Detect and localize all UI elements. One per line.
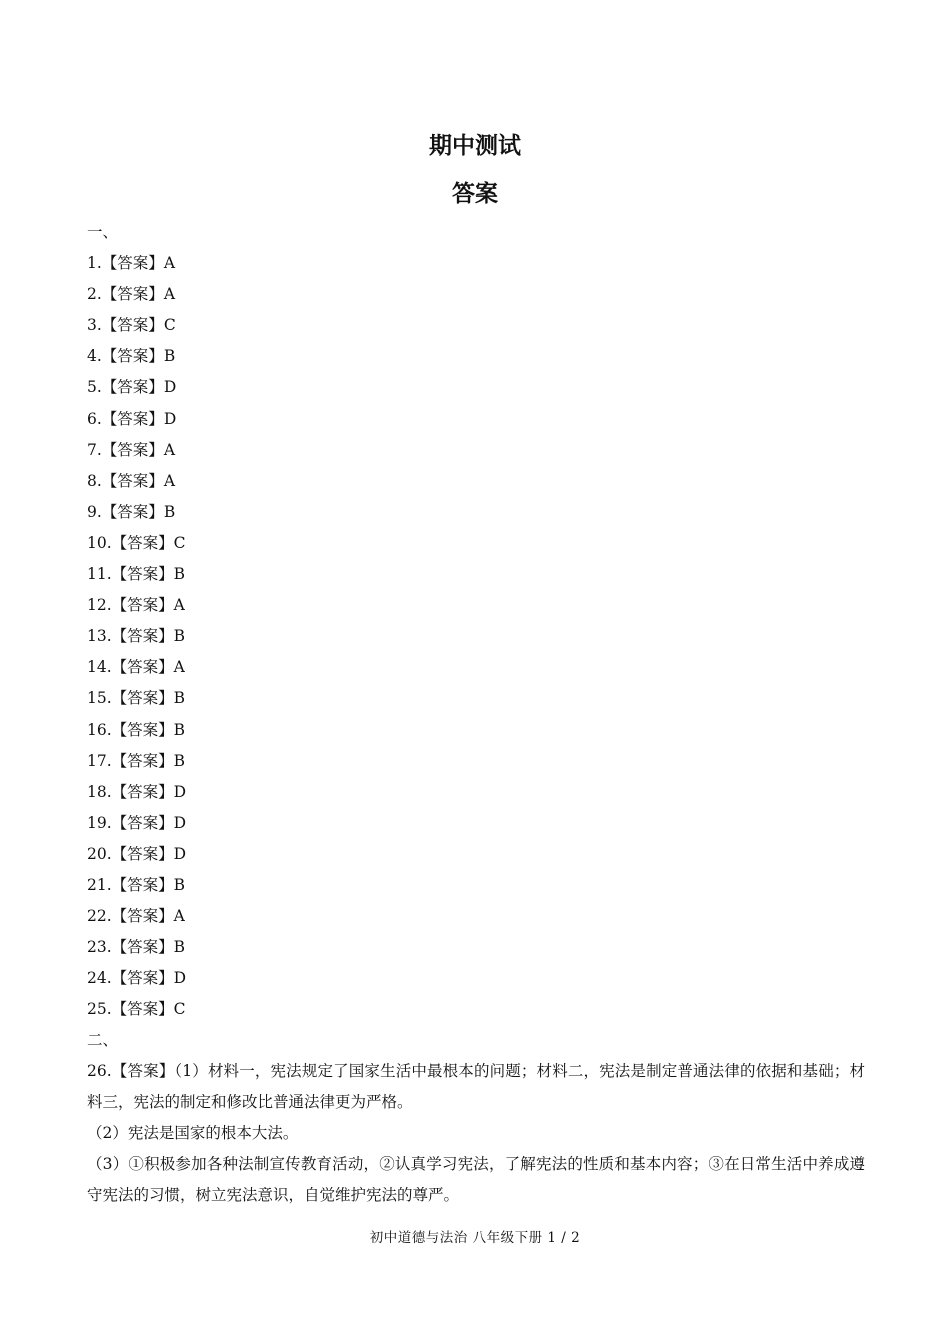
answer-choice: D — [163, 409, 177, 428]
answer-item — [87, 720, 185, 740]
answer-number: 11. — [87, 565, 112, 583]
answer-choice: B — [173, 876, 186, 894]
answer-number: 9. — [87, 502, 102, 521]
answer-choice: C — [173, 1000, 186, 1019]
answer-tag: 【答案】 — [111, 876, 174, 894]
answer-item — [87, 657, 185, 677]
answer-choice: B — [173, 720, 186, 739]
answer-choice: D — [173, 813, 187, 832]
answer-number: 22. — [87, 907, 112, 926]
answer-number: 15. — [87, 689, 112, 708]
answer-tag: 【答案】 — [111, 938, 174, 957]
answer-item — [87, 502, 175, 522]
section-one-label: 一、 — [87, 223, 119, 241]
answer-tag: 【答案】 — [111, 1000, 174, 1019]
answer-item — [87, 968, 186, 988]
answer-number: 13. — [87, 627, 112, 646]
answer-choice: B — [173, 627, 186, 646]
answer-tag: 【答案】 — [101, 347, 164, 366]
answer-tag: 【答案】 — [111, 565, 174, 583]
answer-item — [87, 409, 176, 429]
q26-part1: 26.【答案】（1）材料一，宪法规定了国家生活中最根本的问题；材料二，宪法是制定普通法律的依据和基础；材料三，宪法的制定和修改比普通法律更为严格。 — [87, 1062, 865, 1111]
answer-choice: A — [163, 440, 176, 459]
answer-tag: 【答案】 — [111, 596, 174, 615]
answer-choice: C — [163, 316, 176, 335]
answer-number: 5. — [87, 378, 102, 397]
answer-tag: 【答案】 — [111, 533, 174, 552]
answer-choice: C — [173, 533, 186, 552]
answer-number: 12. — [87, 596, 112, 615]
answer-choice: A — [173, 658, 185, 677]
section-two-label: 二、 — [87, 1031, 119, 1049]
answer-choice: B — [173, 751, 186, 770]
answer-choice: A — [163, 254, 176, 272]
answer-number: 23. — [87, 938, 112, 957]
q26-part3: （3）①积极参加各种法制宣传教育活动，②认真学习宪法，了解宪法的性质和基本内容；③在日常生活中养成遵守宪法的习惯，树立宪法意识，自觉维护宪法的尊严。 — [87, 1155, 865, 1204]
answer-item — [87, 626, 185, 646]
answer-tag: 【答案】 — [101, 502, 164, 521]
answer-tag: 【答案】 — [111, 907, 174, 926]
answer-choice: A — [163, 285, 176, 304]
answer-tag: 【答案】 — [111, 751, 174, 770]
answer-item — [87, 346, 175, 366]
answer-tag: 【答案】 — [111, 658, 174, 677]
answer-number: 8. — [87, 471, 102, 490]
answer-number: 20. — [87, 844, 112, 863]
answer-tag: 【答案】 — [111, 969, 174, 988]
answer-number: 6. — [87, 409, 102, 428]
answer-item — [87, 751, 185, 771]
answer-item — [87, 533, 186, 553]
answer-number: 16. — [87, 720, 112, 739]
answer-item — [87, 937, 185, 957]
answer-number: 7. — [87, 440, 102, 459]
answer-item — [87, 813, 186, 833]
answer-tag: 【答案】 — [101, 409, 164, 428]
answer-choice: A — [173, 907, 185, 926]
q26-part2: （2）宪法是国家的根本大法。 — [87, 1124, 299, 1142]
answer-tag: 【答案】 — [111, 720, 174, 739]
answer-item — [87, 440, 175, 460]
answer-item — [87, 875, 185, 895]
answer-item — [87, 688, 185, 708]
answer-tag: 【答案】 — [101, 471, 164, 490]
answer-tag: 【答案】 — [101, 285, 164, 304]
answer-number: 3. — [87, 316, 102, 335]
answer-number: 24. — [87, 969, 112, 988]
answer-tag: 【答案】 — [101, 440, 164, 459]
answer-number: 1. — [87, 254, 102, 272]
answer-item — [87, 999, 186, 1019]
answer-item — [87, 471, 175, 491]
answer-tag: 【答案】 — [111, 813, 174, 832]
answer-item — [87, 782, 186, 802]
page-title: 期中测试 — [429, 133, 521, 159]
answer-number: 2. — [87, 285, 102, 304]
answer-choice: A — [163, 471, 176, 490]
answer-tag: 【答案】 — [111, 627, 174, 646]
answer-item — [87, 284, 175, 304]
answer-tag: 【答案】 — [111, 782, 174, 801]
answer-choice: B — [163, 347, 176, 366]
answer-number: 18. — [87, 782, 112, 801]
answer-choice: D — [173, 844, 187, 863]
answer-number: 4. — [87, 347, 102, 366]
page-footer: 初中道德与法治 八年级下册 1 / 2 — [369, 1230, 581, 1246]
answer-choice: B — [173, 689, 186, 708]
answer-number: 25. — [87, 1000, 112, 1019]
answer-choice: B — [163, 502, 176, 521]
answer-tag: 【答案】 — [101, 254, 164, 272]
answer-tag: 【答案】 — [101, 316, 164, 335]
answer-number: 10. — [87, 533, 112, 552]
answer-item — [87, 564, 185, 584]
answer-number: 21. — [87, 876, 112, 894]
answer-item — [87, 844, 186, 864]
answer-number: 14. — [87, 658, 112, 677]
answer-tag: 【答案】 — [111, 844, 174, 863]
answer-item — [87, 253, 175, 273]
answer-choice: D — [173, 969, 187, 988]
answer-tag: 【答案】 — [111, 689, 174, 708]
answer-number: 17. — [87, 751, 112, 770]
answer-choice: D — [163, 378, 177, 397]
answer-item — [87, 377, 176, 397]
answer-choice: B — [173, 565, 186, 583]
answer-item — [87, 315, 176, 335]
answer-item — [87, 906, 185, 926]
answer-item — [87, 595, 185, 615]
page-subtitle: 答案 — [452, 181, 498, 207]
answer-number: 19. — [87, 813, 112, 832]
answer-tag: 【答案】 — [101, 378, 164, 397]
answer-choice: A — [173, 596, 185, 615]
answer-choice: D — [173, 782, 187, 801]
answer-choice: B — [173, 938, 186, 957]
